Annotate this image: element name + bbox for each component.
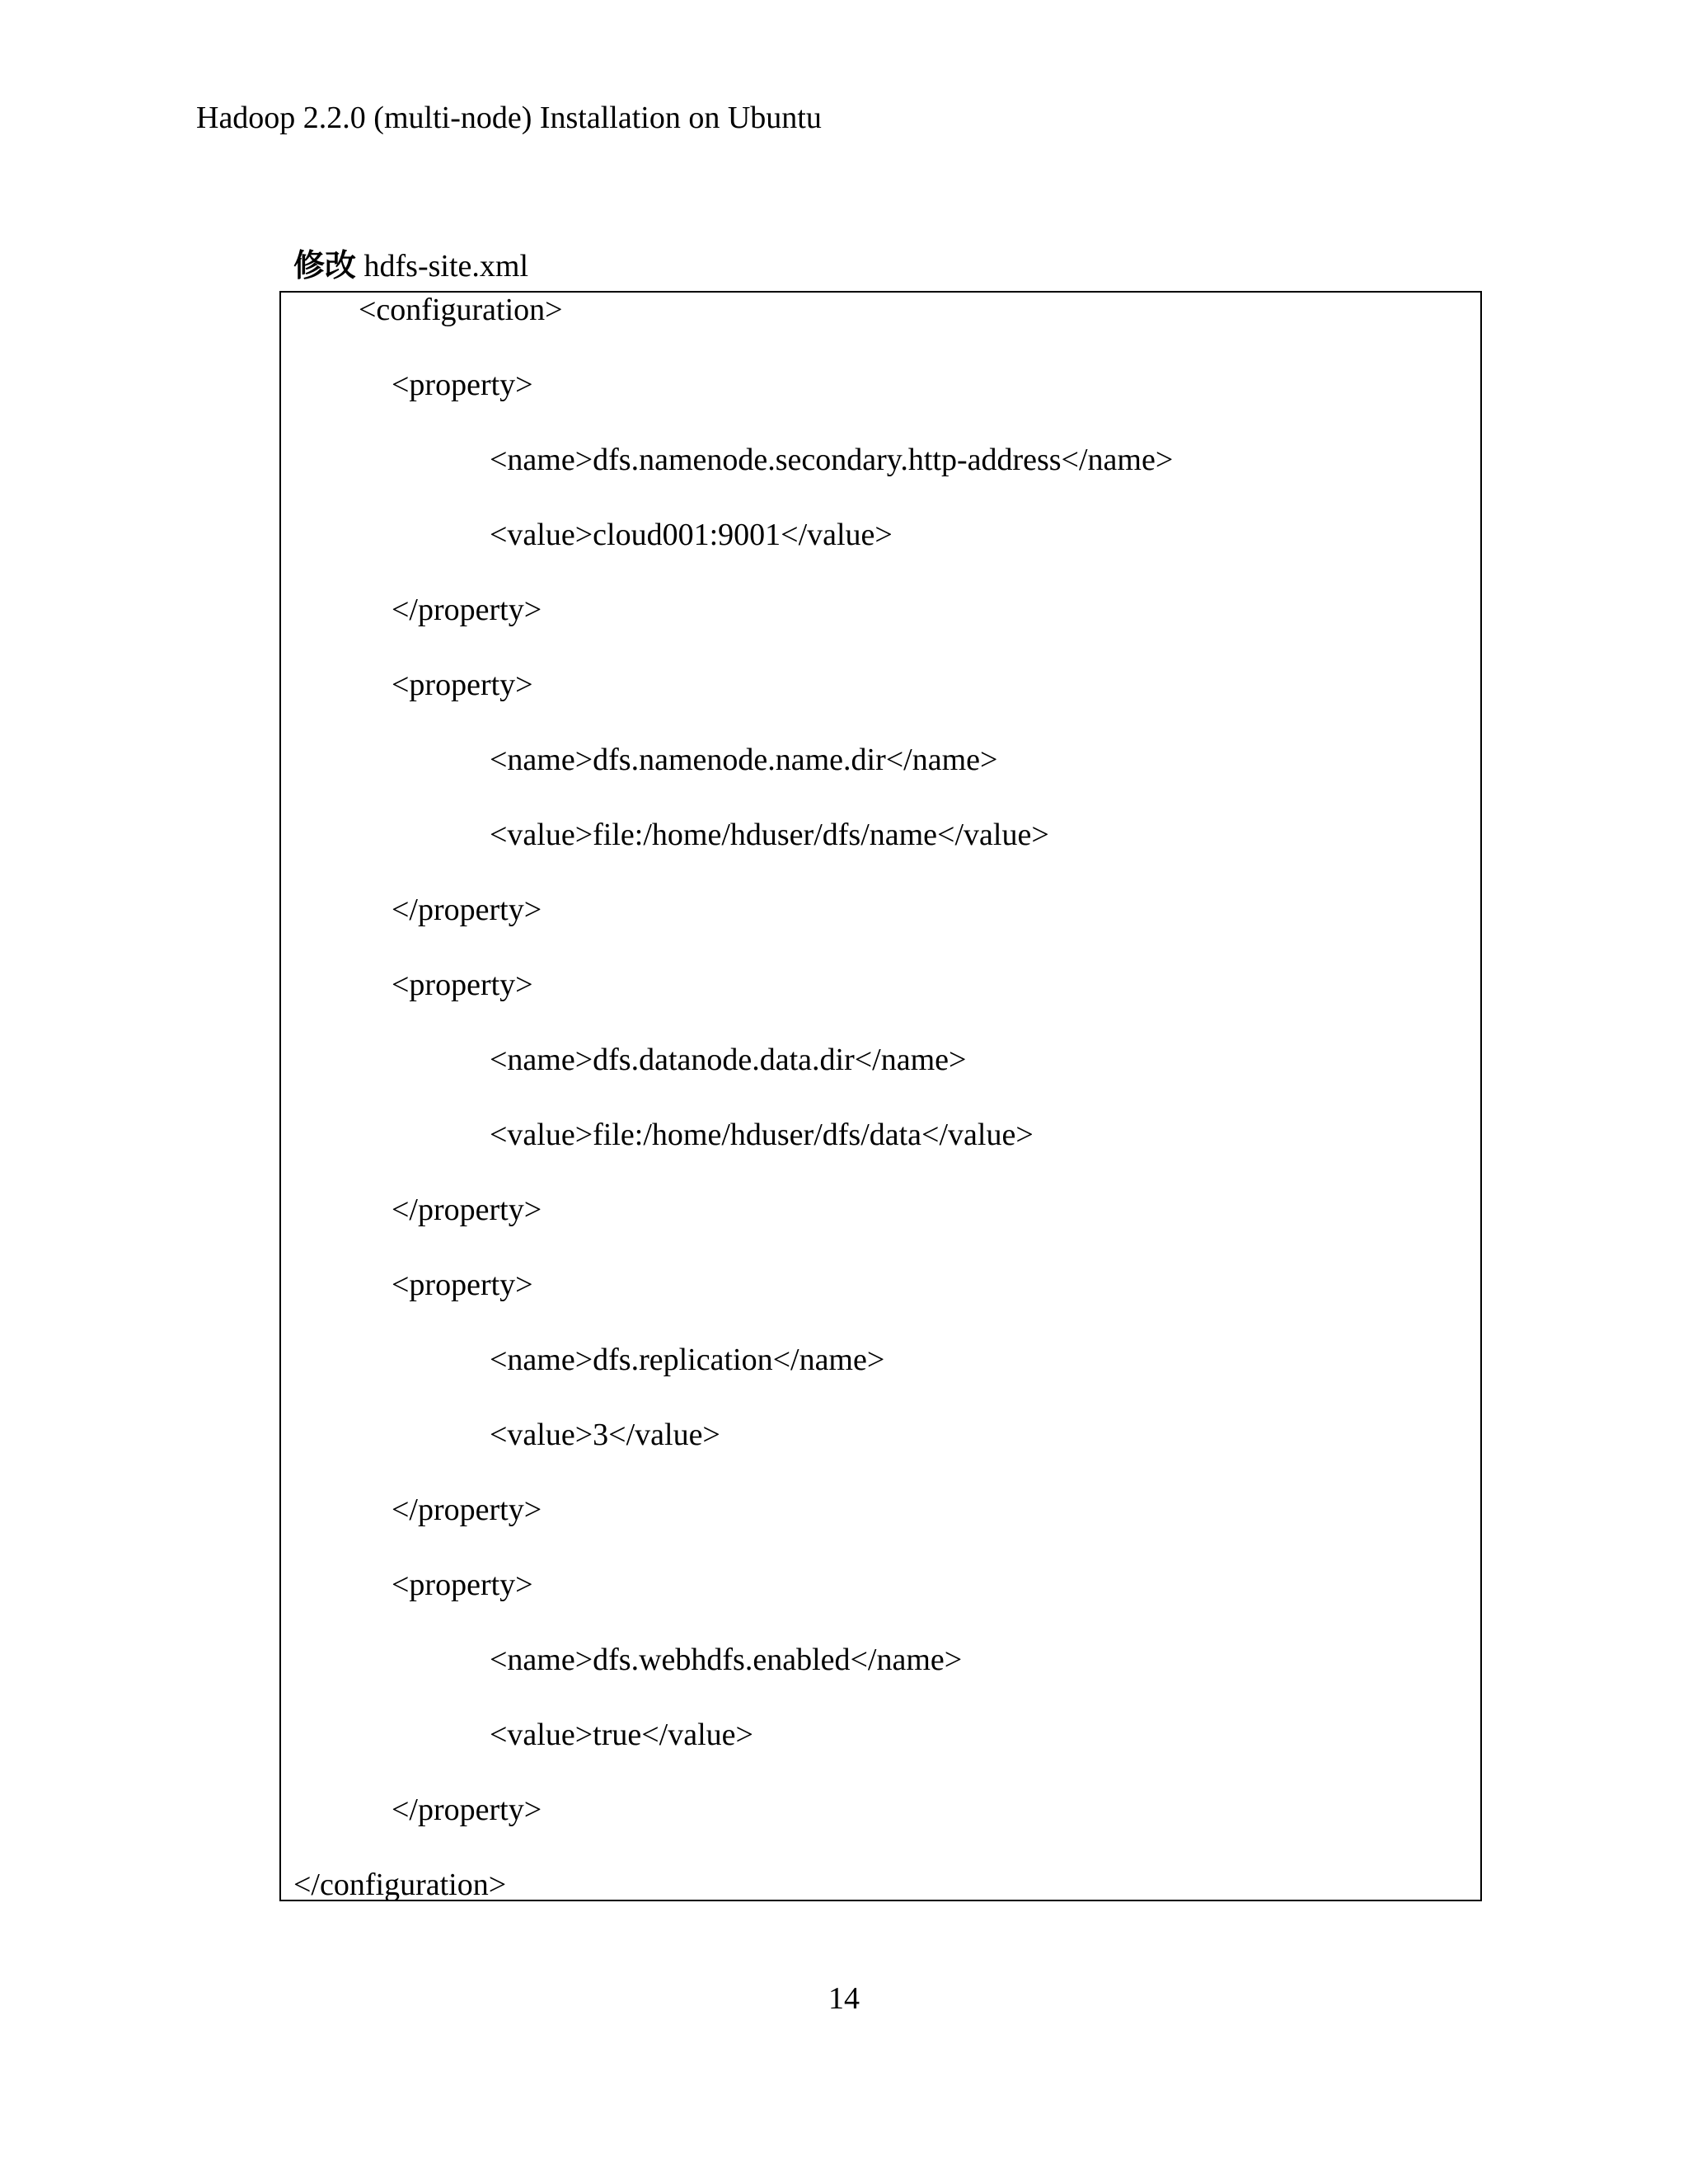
code-line: <value>3</value> — [490, 1418, 720, 1452]
code-line: <name>dfs.namenode.secondary.http-address</name> — [490, 443, 1174, 477]
code-line: <property> — [392, 1568, 533, 1602]
code-line: <name>dfs.datanode.data.dir</name> — [490, 1043, 967, 1077]
page-header: Hadoop 2.2.0 (multi-node) Installation on Ubuntu — [196, 101, 822, 135]
code-line: <configuration> — [359, 293, 563, 327]
code-line: <property> — [392, 1268, 533, 1302]
code-line: <property> — [392, 668, 533, 702]
code-line: <name>dfs.webhdfs.enabled</name> — [490, 1643, 963, 1677]
code-line: </property> — [392, 1793, 542, 1827]
code-line: </property> — [392, 1493, 542, 1527]
code-line: <name>dfs.namenode.name.dir</name> — [490, 743, 998, 777]
code-line: </property> — [392, 593, 542, 627]
code-line: <value>true</value> — [490, 1718, 753, 1752]
code-line: <name>dfs.replication</name> — [490, 1343, 885, 1377]
code-line: </property> — [392, 893, 542, 927]
code-line: <value>cloud001:9001</value> — [490, 518, 893, 552]
code-line: </property> — [392, 1193, 542, 1227]
code-line: <value>file:/home/hduser/dfs/name</value> — [490, 818, 1049, 852]
code-line: </configuration> — [293, 1868, 507, 1902]
page-number: 14 — [828, 1981, 860, 2016]
code-line: <value>file:/home/hduser/dfs/data</value> — [490, 1118, 1034, 1152]
section-filename: hdfs-site.xml — [363, 249, 528, 284]
code-line: <property> — [392, 368, 533, 402]
code-line: <property> — [392, 968, 533, 1002]
section-verb: 修改 — [293, 247, 357, 284]
section-title — [293, 245, 528, 287]
